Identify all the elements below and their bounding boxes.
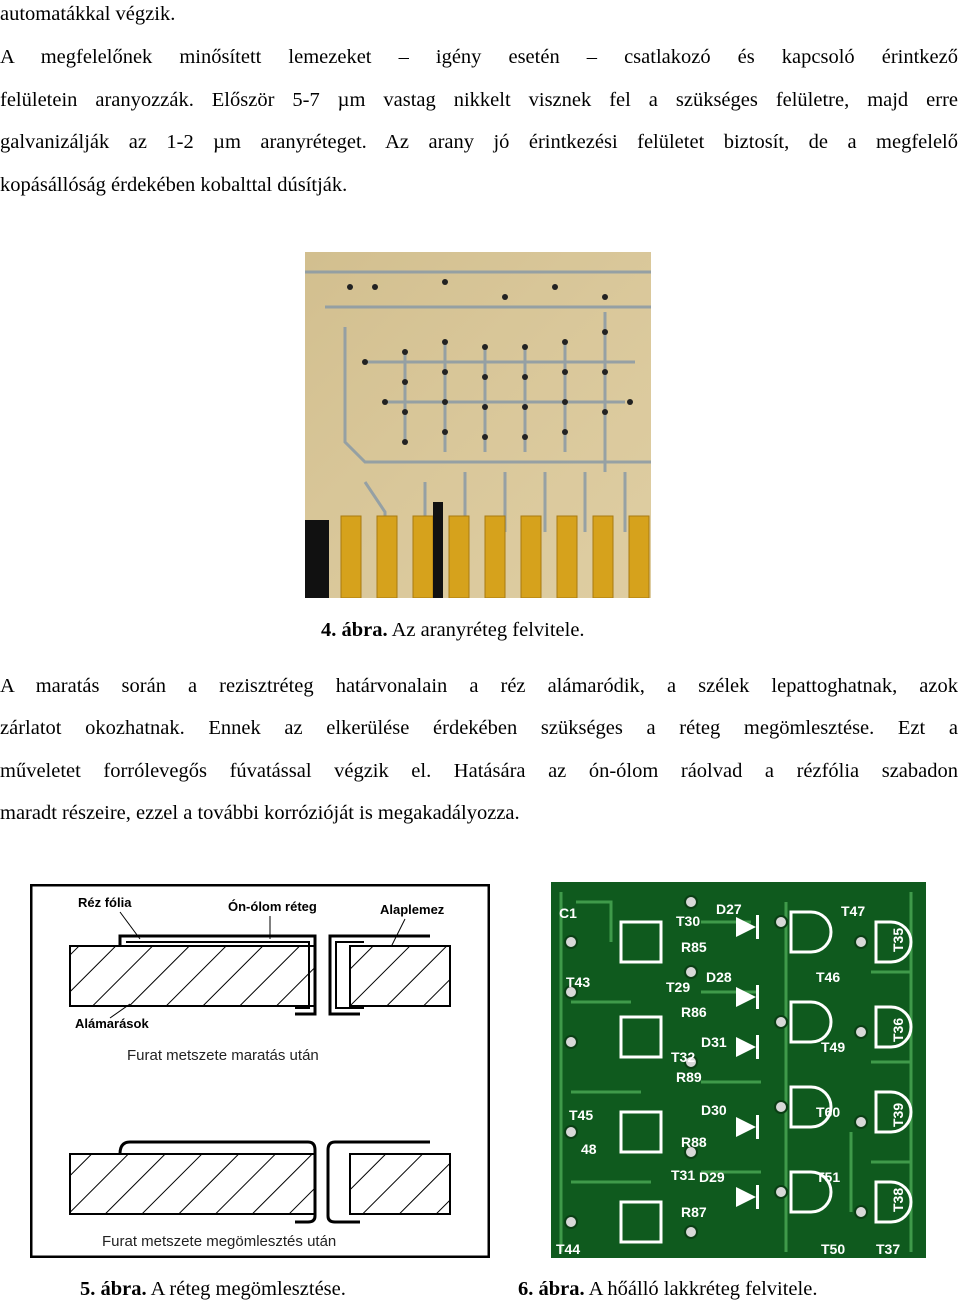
label-section-after-reflow: Furat metszete megömlesztés után (102, 1233, 337, 1250)
figure-4-caption-text: Az aranyréteg felvitele. (387, 619, 585, 641)
pcb-label-t44: T44 (556, 1241, 581, 1257)
figure-6-caption-text: A hőálló lakkréteg felvitele. (584, 1278, 818, 1300)
label-base-plate: Alaplemez (380, 902, 445, 917)
paragraph-1-line-1: automatákkal végzik. (0, 3, 176, 25)
paragraph-2-line-4: maradt részeire, ezzel a további korrózióját is megakadályozza. (0, 802, 520, 824)
figure-4-gold-contacts-image (305, 252, 651, 598)
pcb-label-t31: T31 (671, 1167, 696, 1183)
paragraph-1-line-4: galvanizálják az 1-2 µm aranyréteget. Az arany jó érintkezési felületet biztosít, de a megfelelő (0, 131, 958, 153)
pcb-label-r88: R88 (681, 1134, 707, 1150)
pcb-label-t51: T51 (816, 1169, 841, 1185)
figure-5-cross-section-diagram (30, 884, 490, 1258)
pcb-label-t47: T47 (841, 903, 866, 919)
figure-5-caption-text: A réteg megömlesztése. (146, 1278, 346, 1300)
pcb-label-t39: T39 (890, 1102, 906, 1127)
label-undercuts: Alámarások (75, 1016, 149, 1031)
label-section-after-etching: Furat metszete maratás után (127, 1047, 319, 1064)
pcb-label-t30: T30 (676, 913, 701, 929)
pcb-label-t35: T35 (890, 927, 906, 952)
pcb-label-t36: T36 (890, 1017, 906, 1042)
figure-4-caption-number: 4. ábra. (321, 619, 388, 641)
pcb-label-t46: T46 (816, 969, 841, 985)
figure-5-caption-number: 5. ábra. (80, 1278, 147, 1300)
pcb-label-t49: T49 (821, 1039, 846, 1055)
pcb-label-t50: T50 (821, 1241, 846, 1257)
figure-6-caption (518, 1279, 817, 1300)
figure-4-caption (321, 620, 585, 641)
pcb-label-d29: D29 (699, 1169, 725, 1185)
pcb-label-d27: D27 (716, 901, 742, 917)
pcb-label-t32: T32 (671, 1049, 696, 1065)
pcb-label-r87: R87 (681, 1204, 707, 1220)
paragraph-2-line-3: műveletet forrólevegős fúvatással végzik el. Hatására az ón-ólom ráolvad a rézfólia szabadon (0, 760, 958, 782)
paragraph-1-line-5: kopásállóság érdekében kobalttal dúsítják. (0, 174, 348, 196)
paragraph-1-line-2: A megfelelőnek minősített lemezeket – igény esetén – csatlakozó és kapcsoló érintkező (0, 46, 958, 68)
pcb-label-t29: T29 (666, 979, 691, 995)
pcb-label-t45: T45 (569, 1107, 594, 1123)
pcb-label-d30: D30 (701, 1102, 727, 1118)
pcb-label-d28: D28 (706, 969, 732, 985)
label-copper-foil: Réz fólia (78, 895, 132, 910)
pcb-label-r85: R85 (681, 939, 707, 955)
figure-6-caption-number: 6. ábra. (518, 1278, 585, 1300)
pcb-label-48: 48 (581, 1141, 597, 1157)
label-tin-lead-layer: Ón-ólom réteg (228, 899, 317, 914)
paragraph-2-line-2: zárlatot okozhatnak. Ennek az elkerülése érdekében szükséges a réteg megömlesztése. Ezt a (0, 717, 958, 739)
pcb-label-r89: R89 (676, 1069, 702, 1085)
figure-5-caption (80, 1279, 346, 1300)
figure-6-pcb-solder-mask-image (551, 882, 926, 1258)
pcb-label-c1: C1 (559, 905, 577, 921)
paragraph-1-line-3: felületein aranyozzák. Először 5-7 µm vastag nikkelt visznek fel a szükséges felületre, majd erre (0, 89, 958, 111)
pcb-label-t38: T38 (890, 1187, 906, 1212)
pcb-label-t37: T37 (876, 1241, 901, 1257)
pcb-label-t60: T60 (816, 1104, 841, 1120)
pcb-label-d31: D31 (701, 1034, 727, 1050)
paragraph-2-line-1: A maratás során a rezisztréteg határvonalain a réz alámaródik, a szélek lepattoghatnak, azok (0, 675, 958, 697)
pcb-label-r86: R86 (681, 1004, 707, 1020)
pcb-label-t43: T43 (566, 974, 591, 990)
